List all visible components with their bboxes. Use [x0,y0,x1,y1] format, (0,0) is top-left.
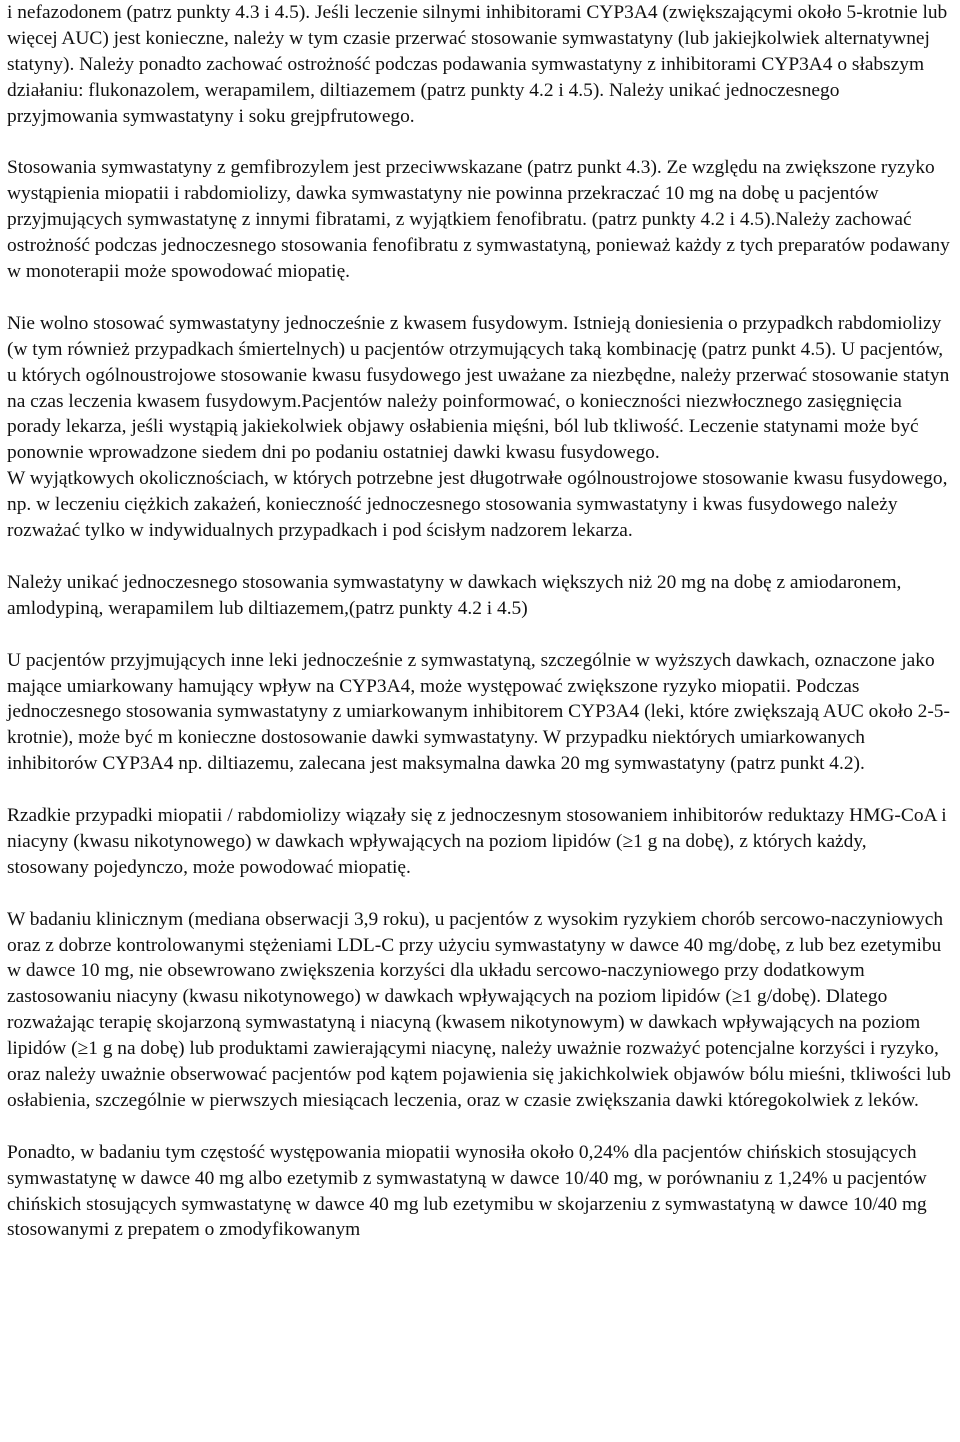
paragraph-cyp3a4-inhibitors: i nefazodonem (patrz punkty 4.3 i 4.5). Jeśli leczenie silnymi inhibitorami CYP3A4 (zwiększającymi około 5-krotnie lub więcej AUC) jest konieczne, należy w tym czasie przerwać stosowanie symwastatyny (lub jakiejkolwiek alternatywnej statyny). Należy ponadto zachować ostrożność podczas podawania symwastatyny z inhibitorami CYP3A4 o słabszym działaniu: flukonazolem, werapamilem, diltiazemem (patrz punkty 4.2 i 4.5). Należy unikać jednoczesnego przyjmowania symwastatyny i soku grejpfrutowego. [7,2,948,127]
paragraph-moderate-cyp3a4-inhibitors: U pacjentów przyjmujących inne leki jednocześnie z symwastatyną, szczególnie w wyższych dawkach, oznaczone jako mające umiarkowany hamujący wpływ na CYP3A4, może występować zwiększone ryzyko miopatii. Podczas jednoczesnego stosowania symwastatyny z umiarkowanym inhibitorem CYP3A4 (leki, które zwiększają AUC około 2-5-krotnie), może być m konieczne dostosowanie dawki symwastatyny. W przypadku niektórych umiarkowanych inhibitorów CYP3A4 np. diltiazemu, zalecana jest maksymalna dawka 20 mg symwastatyny (patrz punkt 4.2). [7,649,950,775]
paragraph-amiodarone-amlodipine: Należy unikać jednoczesnego stosowania symwastatyny w dawkach większych niż 20 mg na dobę z amiodaronem, amlodypiną, werapamilem lub diltiazemem,(patrz punkty 4.2 i 4.5) [7,571,902,619]
document-page [7,0,953,1243]
paragraph-clinical-study: W badaniu klinicznym (mediana obserwacji 3,9 roku), u pacjentów z wysokim ryzykiem chorób sercowo-naczyniowych oraz z dobrze kontrolowanymi stężeniami LDL-C przy użyciu symwastatyny w dawce 40 mg/dobę, z lub bez ezetymibu w dawce 10 mg, nie obsewrowano zwiększenia korzyści dla układu sercowo-naczyniowego przy dodatkowym zastosowaniu niacyny (kwasu nikotynowego) w dawkach wpływających na poziom lipidów (≥1 g/dobę). Dlatego rozważając terapię skojarzoną symwastatyną i niacyną (kwasem nikotynowym) w dawkach wpływających na poziom lipidów (≥1 g na dobę) lub produktami zawierającymi niacynę, należy uważnie rozważyć potencjalne korzyści i ryzyko, oraz należy uważnie obserwować pacjentów pod kątem pojawienia się jakichkolwiek objawów bólu mieśni, tkliwości lub osłabienia, szczególnie w pierwszych miesiącach leczenia, oraz w czasie zwiększania dawki któregokolwiek z leków. [7,908,951,1111]
paragraph-chinese-patients: Ponadto, w badaniu tym częstość występowania miopatii wynosiła około 0,24% dla pacjentów chińskich stosujących symwastatynę w dawce 40 mg albo ezetymib z symwastatyną w dawce 10/40 mg, w porównaniu z 1,24% u pacjentów chińskich stosujących symwastatynę w dawce 40 mg lub ezetymibu w skojarzeniu z symwastatyną w dawce 10/40 mg stosowanymi z prepatem o zmodyfikowanym [7,1141,927,1241]
paragraph-gemfibrozil-fibrates: Stosowania symwastatyny z gemfibrozylem jest przeciwwskazane (patrz punkt 4.3). Ze względu na zwiększone ryzyko wystąpienia miopatii i rabdomiolizy, dawka symwastatyny nie powinna przekraczać 10 mg na dobę u pacjentów przyjmujących symwastatynę z innymi fibratami, z wyjątkiem fenofibratu. (patrz punkty 4.2 i 4.5).Należy zachować ostrożność podczas jednoczesnego stosowania fenofibratu z symwastatyną, ponieważ każdy z tych preparatów podawany w monoterapii może spowodować miopatię. [7,157,950,283]
paragraph-niacin-myopathy: Rzadkie przypadki miopatii / rabdomiolizy wiązały się z jednoczesnym stosowaniem inhibitorów reduktazy HMG-CoA i niacyny (kwasu nikotynowego) w dawkach wpływających na poziom lipidów (≥1 g na dobę), z których każdy, stosowany pojedynczo, może powodować miopatię. [7,805,947,878]
paragraph-fusidic-acid: Nie wolno stosować symwastatyny jednocześnie z kwasem fusydowym. Istnieją doniesienia o przypadkch rabdomiolizy (w tym również przypadkach śmiertelnych) u pacjentów otrzymujących taką kombinację (patrz punkt 4.5). U pacjentów, u których ogólnoustrojowe stosowanie kwasu fusydowego jest uważane za niezbędne, należy przerwać stosowanie statyn na czas leczenia kwasem fusydowym.Pacjentów należy poinformować, o konieczności niezwłocznego zasięgnięcia porady lekarza, jeśli wystąpią jakiekolwiek objawy osłabienia mięśni, ból lub tkliwość. Leczenie statynami może być ponownie wprowadzone siedem dni po podaniu ostatniej dawki kwasu fusydowego. [7,312,950,464]
paragraph-fusidic-acid-exceptional: W wyjątkowych okolicznościach, w których potrzebne jest długotrwałe ogólnoustrojowe stosowanie kwasu fusydowego, np. w leczeniu ciężkich zakażeń, konieczność jednoczesnego stosowania symwastatyny i kwas fusydowego należy rozważać tylko w indywidualnych przypadkach i pod ścisłym nadzorem lekarza. [7,468,948,542]
